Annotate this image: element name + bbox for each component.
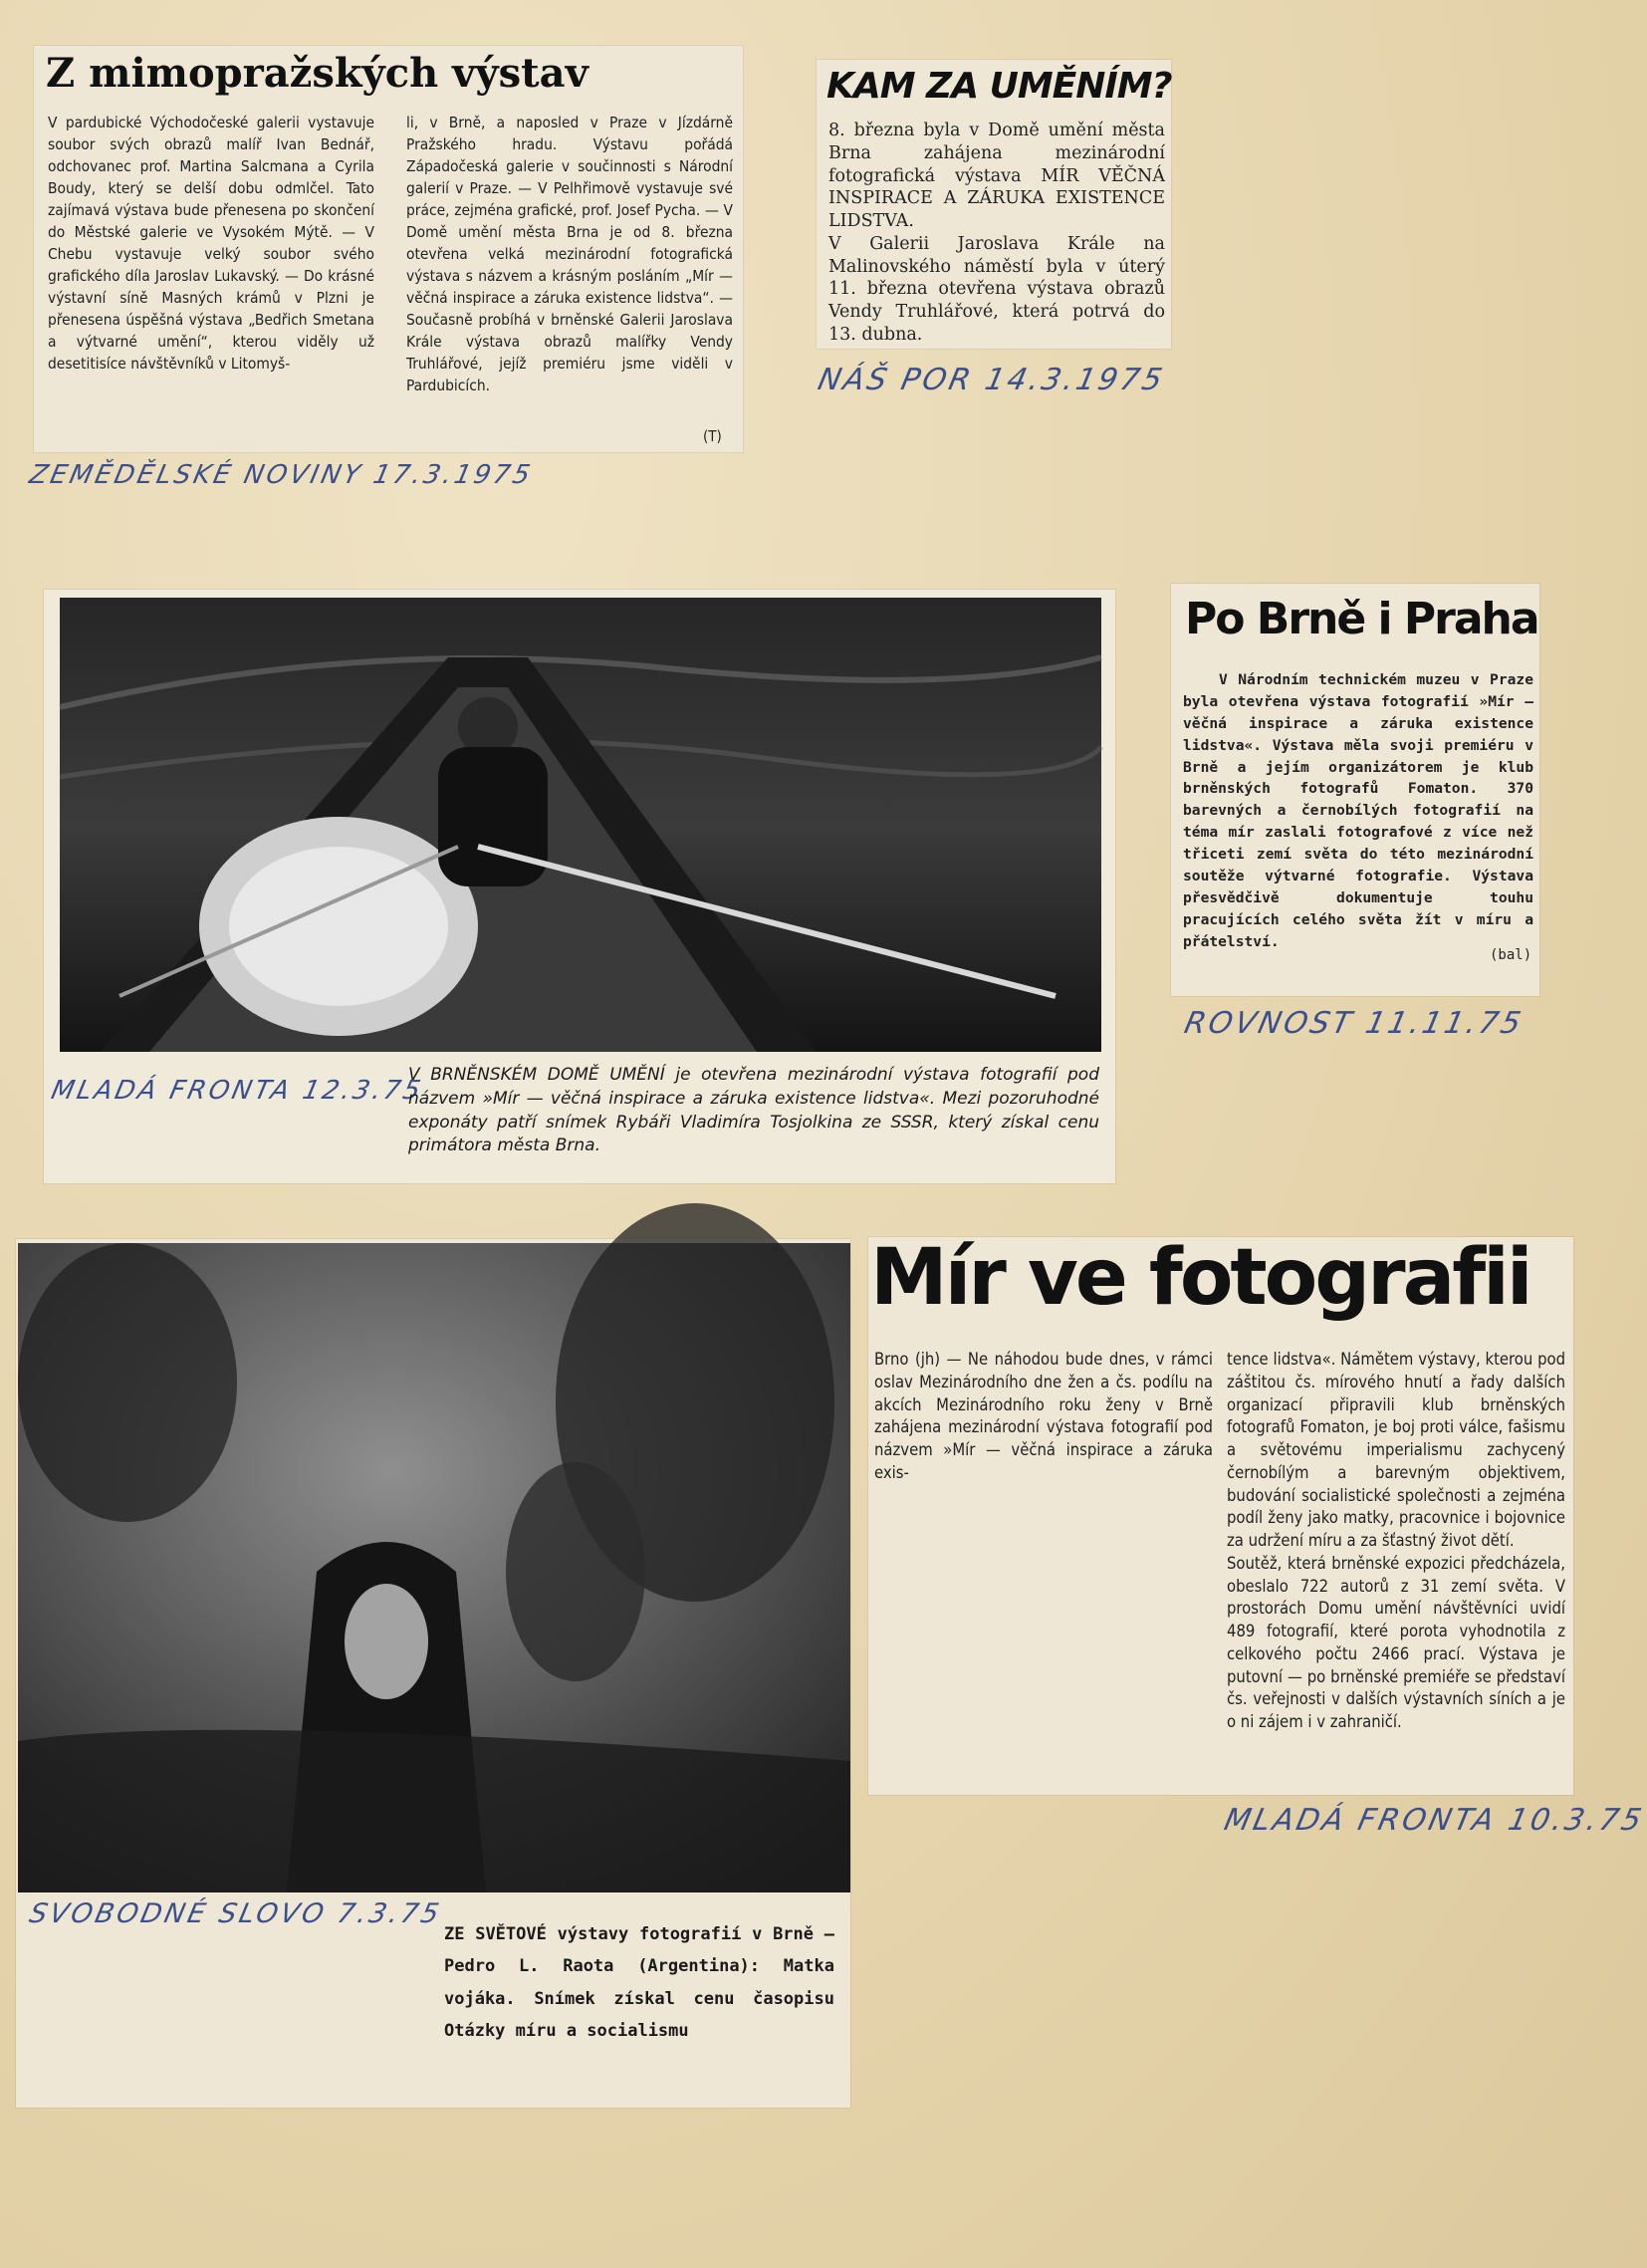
article-column-2: li, v Brně, a naposled v Praze v Jízdárně Pražského hradu. Výstavu pořádá Západočeská galerie v součinnosti s Národní galerií v Praze. — V Pelhřimově vystavuje své práce, zejména grafické, prof. Josef Pycha. — V Domě umění města Brna je od 8. března otevřena velká mezinárodní fotografická výstava s názvem a krásným posláním „Mír — věčná inspirace a záruka existence lidstva“. — Současně probíhá v brněnské Galerii Jaroslava Krále výstava obrazů malířky Vendy Truhlářové, jejíž premiéru jsme viděli v Pardubicích.: [406, 114, 733, 395]
photo-soldiers-mother: [18, 1243, 850, 1892]
article-signature: (bal): [1490, 947, 1532, 963]
article-column-1: V pardubické Východočeské galerii vystavuje soubor svých obrazů malíř Ivan Bednář, odchovanec prof. Martina Salcmana a Cyrila Boudy, který se delší dobu odmlčel. Tato zajímavá výstava bude přenesena po skončení do Městské galerie ve Vysokém Mýtě. — V Chebu vystavuje velký soubor svého grafického díla Jaroslav Lukavský. — Do krásné výstavní síně Masných krámů v Plzni je přenesena úspěšná výstava „Bedřich Smetana a výtvarné umění“, kterou viděly už desetitisíce návštěvníků v Litomyš-: [48, 114, 374, 374]
article-title: Z mimopražských výstav: [46, 50, 588, 97]
article-title: Po Brně i Praha: [1185, 594, 1538, 644]
handwritten-source-note: MLADÁ FRONTA 12.3.75: [48, 1076, 426, 1106]
handwritten-source-note: SVOBODNÉ SLOVO 7.3.75: [26, 1898, 445, 1929]
article-signature: (T): [703, 427, 722, 445]
article-title: KAM ZA UMĚNÍM?: [826, 66, 1172, 107]
handwritten-source-note: ZEMĚDĚLSKÉ NOVINY 17.3.1975: [26, 460, 536, 490]
article-column-1: Brno (jh) — Ne náhodou bude dnes, v rámci oslav Mezinárodního dne žen a čs. podílu na akcích Mezinárodního roku ženy v Brně zahájena mezinárodní výstava fotografií pod názvem »Mír — věčná inspirace a záruka exis-: [874, 1350, 1213, 1482]
photo-caption: ZE SVĚTOVÉ výstavy fotografií v Brně — Pedro L. Raota (Argentina): Matka vojáka. Snímek získal cenu časopisu Otázky míru a socialismu: [444, 1924, 834, 2041]
article-title: Mír ve fotografii: [870, 1233, 1530, 1323]
handwritten-source-note: ROVNOST 11.11.75: [1181, 1006, 1528, 1041]
photo-caption: V BRNĚNSKÉM DOMĚ UMĚNÍ je otevřena mezinárodní výstava fotografií pod názvem »Mír — věčná inspirace a záruka existence lidstva«. Mezi pozoruhodné exponáty patří snímek Rybáři Vladimíra Tosjolkina ze SSSR, který získal cenu primátora města Brna.: [408, 1065, 1099, 1156]
article-body: V Národním technickém muzeu v Praze byla otevřena výstava fotografií »Mír — věčná inspirace a záruka existence lidstva«. Výstava měla svoji premiéru v Brně a jejím organizátorem je klub brněnských fotografů Fomaton. 370 barevných a černobílých fotografií na téma mír zaslali fotografové z více než třiceti zemí světa do této mezinárodní soutěže výtvarné fotografie. Výstava přesvědčivě dokumentuje touhu pracujících celého světa žít v míru a přátelství.: [1183, 671, 1533, 950]
article-column-2: tence lidstva«. Námětem výstavy, kterou pod záštitou čs. mírového hnutí a řady dalších organizací připravili klub brněnských fotografů Fomaton, je boj proti válce, fašismu a světovému imperialismu zachycený černobílým a barevným objektivem, budování socialistické společnosti a zejména podíl ženy jako matky, pracovnice i bojovnice za udržení míru a za šťastný život dětí. Soutěž, která brněnské expozici předcházela, obeslalo 722 autorů z 31 zemí světa. V prostorách Domu umění návštěvníci uvidí 489 fotografií, které porota vyhodnotila z celkového počtu 2466 prací. Výstava je putovní — po brněnské premiéře se představí čs. veřejnosti v dalších výstavních síních a je o ni zájem i v zahraničí.: [1227, 1350, 1565, 1732]
photo-fishermen-in-boat: [60, 598, 1101, 1052]
handwritten-source-note: NÁŠ POR 14.3.1975: [815, 363, 1169, 397]
handwritten-source-note: MLADÁ FRONTA 10.3.75: [1221, 1803, 1647, 1838]
article-body: 8. března byla v Domě umění města Brna zahájena mezinárodní fotografická výstava MÍR VĚČNÁ INSPIRACE A ZÁRUKA EXISTENCE LIDSTVA. V Galerii Jaroslava Krále na Malinovského náměstí byla v úterý 11. března otevřena výstava obrazů Vendy Truhlářové, která potrvá do 13. dubna.: [828, 121, 1165, 345]
